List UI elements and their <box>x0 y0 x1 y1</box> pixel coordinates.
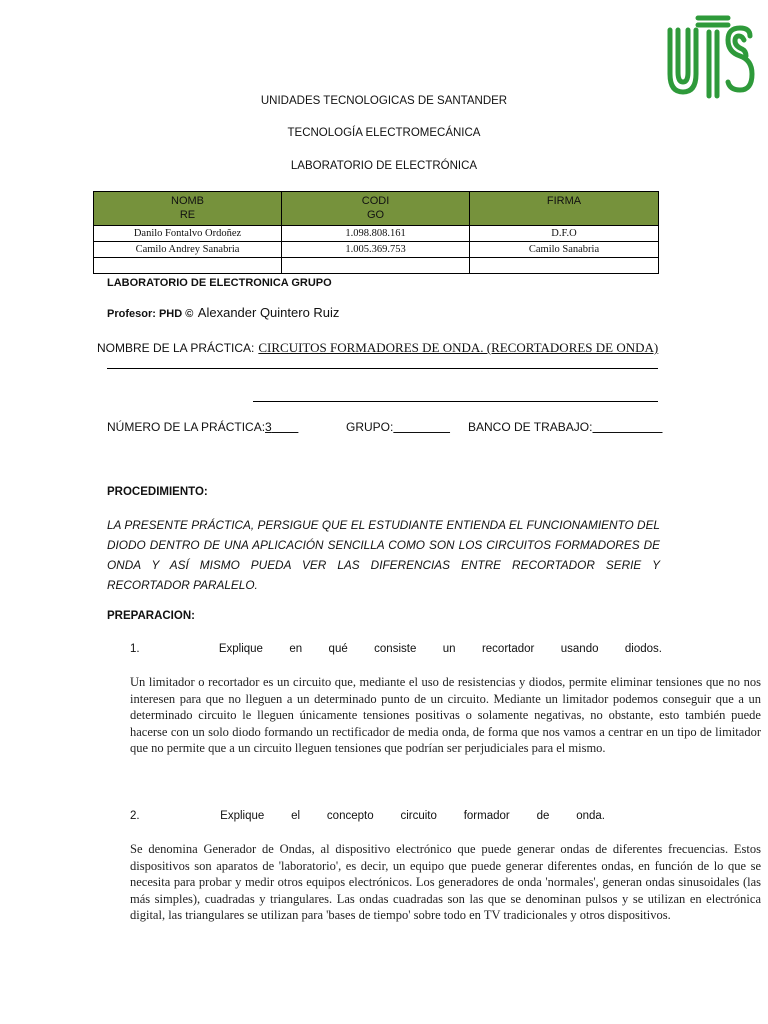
table-cell: 1.098.808.161 <box>282 226 470 242</box>
program-title: TECNOLOGÍA ELECTROMECÁNICA <box>287 127 481 139</box>
procedure-heading: PROCEDIMIENTO: <box>107 486 208 498</box>
practice-name-value: CIRCUITOS FORMADORES DE ONDA. (RECORTADORES DE ONDA) <box>258 340 659 355</box>
group-label: GRUPO: <box>346 420 394 434</box>
members-table <box>93 191 659 274</box>
bench-line <box>468 420 663 434</box>
question-number: 2. <box>130 810 140 822</box>
table-cell <box>282 258 470 274</box>
lab-title: LABORATORIO DE ELECTRÓNICA <box>290 160 478 172</box>
table-cell: D.F.O <box>470 226 659 242</box>
professor-name: Alexander Quintero Ruiz <box>197 305 340 320</box>
institution-title: UNIDADES TECNOLOGICAS DE SANTANDER <box>260 95 508 107</box>
practice-number-value: 3 <box>265 420 272 434</box>
lab-group-label: LABORATORIO DE ELECTRONICA GRUPO <box>107 277 332 289</box>
practice-name-label: NOMBRE DE LA PRÁCTICA: <box>97 341 255 355</box>
table-cell: Camilo Andrey Sanabria <box>94 242 282 258</box>
table-cell: Danilo Fontalvo Ordoñez <box>94 226 282 242</box>
table-cell: Camilo Sanabria <box>470 242 659 258</box>
answer-2: Se denomina Generador de Ondas, al dispositivo electrónico que puede generar ondas de diferentes frecuencias. Estos dispositivos son aparatos de 'laboratorio', es decir, un equipo que puede generar diferentes ondas, en función de lo que se necesita para probar y medir otros equipos electrónicos. Los generadores de onda 'normales', generan ondas sinusoidales (las más simples), cuadradas y triangulares. Las ondas cuadradas son las que se denominan pulsos y se utilizan en electrónica digital, las triangulares se utilizan para 'bases de tiempo' sobre todo en TV tradicionales y otros dispositivos. <box>130 842 761 922</box>
procedure-text: LA PRESENTE PRÁCTICA, PERSIGUE QUE EL ESTUDIANTE ENTIENDA EL FUNCIONAMIENTO DEL DIODO DENTRO DE UNA APLICACIÓN SENCILLA COMO SON LOS CIRCUITOS FORMADORES DE ONDA Y ASÍ MISMO PUEDA VER LAS DIFERENCIAS ENTRE RECORTADOR SERIE Y RECORTADOR PARALELO. <box>107 518 660 592</box>
question-1 <box>130 643 662 655</box>
blank-line <box>253 401 658 402</box>
question-text: Explique el concepto circuito formador de onda. <box>220 810 606 822</box>
table-cell: 1.005.369.753 <box>282 242 470 258</box>
practice-number-label: NÚMERO DE LA PRÁCTICA: <box>107 420 266 434</box>
professor-line <box>107 304 339 322</box>
table-cell <box>470 258 659 274</box>
bench-label: BANCO DE TRABAJO: <box>468 420 593 434</box>
col-code-header: CODI GO <box>282 192 470 226</box>
table-row <box>94 226 659 242</box>
blank-line <box>107 368 658 369</box>
table-cell <box>94 258 282 274</box>
col-signature-header: FIRMA <box>470 192 659 226</box>
question-text: Explique en qué consiste un recortador usando diodos. <box>218 643 662 655</box>
practice-name-line <box>97 339 658 357</box>
practice-number-line <box>107 420 298 434</box>
group-line <box>346 420 450 434</box>
professor-label: Profesor: PHD © <box>107 308 194 320</box>
col-name-header: NOMB RE <box>94 192 282 226</box>
question-number: 1. <box>130 643 140 655</box>
answer-1: Un limitador o recortador es un circuito que, mediante el uso de resistencias y diodos, permite eliminar tensiones que no nos interesen para que no lleguen a un determinado punto de un circuito. Mediante un limitador podemos conseguir que a un determinado circuito le lleguen únicamente tensiones positivas o solamente negativas, no obstante, esto también puede hacerse con un solo diodo formando un rectificador de media onda, de forma que nos vamos a centrar en un tipo de limitador que no permite que a un circuito lleguen tensiones que podrían ser perjudiciales para el mismo. <box>130 675 761 755</box>
table-row <box>94 242 659 258</box>
uts-logo <box>664 12 756 102</box>
preparation-heading: PREPARACION: <box>107 610 195 622</box>
table-row <box>94 258 659 274</box>
question-2 <box>130 810 605 822</box>
